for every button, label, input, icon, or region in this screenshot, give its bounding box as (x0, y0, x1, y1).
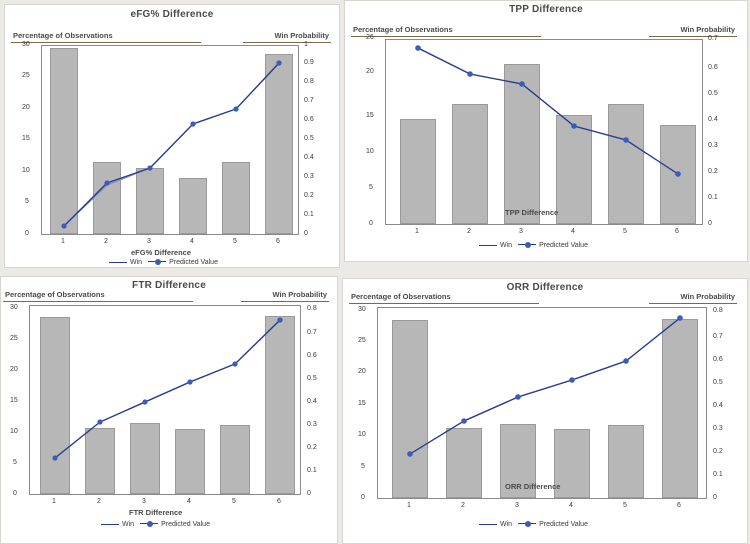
left-axis-underline (349, 303, 539, 304)
y-tick-label: 10 (366, 148, 374, 155)
legend-item-predicted (140, 520, 210, 528)
legend-item-win (109, 259, 142, 266)
y-tick-label: 5 (369, 184, 373, 191)
y-tick-label: 30 (358, 306, 366, 313)
y-tick-label: 26 (366, 34, 374, 41)
y2-tick-label: 0.1 (307, 467, 317, 474)
line-series-overlay (378, 308, 708, 500)
x-tick-label: 1 (52, 498, 56, 505)
y-tick-label: 0 (13, 490, 17, 497)
y2-tick-label: 0.4 (713, 402, 723, 409)
y2-tick-label: 0.7 (307, 329, 317, 336)
x-tick-label: 5 (623, 502, 627, 509)
y2-tick-label: 0.1 (713, 471, 723, 478)
y-tick-label: 30 (22, 41, 30, 48)
right-axis-underline (649, 303, 737, 304)
x-tick-label: 1 (61, 238, 65, 245)
y2-tick-label: 0.1 (304, 211, 314, 218)
y2-tick-label: 0.4 (307, 398, 317, 405)
y-tick-label: 5 (361, 463, 365, 470)
y-tick-label: 15 (22, 135, 30, 142)
left-axis-underline (11, 42, 201, 43)
y2-tick-label: 0.8 (304, 78, 314, 85)
x-tick-label: 2 (104, 238, 108, 245)
y2-tick-label: 0.3 (307, 421, 317, 428)
legend-label: Win (130, 258, 143, 266)
y2-tick-label: 0.6 (713, 356, 723, 363)
y2-tick-label: 0.7 (713, 333, 723, 340)
y-tick-label: 5 (13, 459, 17, 466)
chart-panel-ftr (0, 276, 338, 544)
legend-item-predicted (148, 258, 218, 266)
x-axis-title: TPP Difference (505, 208, 559, 217)
right-axis-underline (243, 42, 331, 43)
x-tick-label: 3 (515, 502, 519, 509)
x-tick-label: 3 (142, 498, 146, 505)
legend-label: Predicted Value (539, 520, 588, 528)
y2-tick-label: 0.8 (713, 307, 723, 314)
legend-item-predicted (518, 241, 588, 249)
y-tick-label: 20 (366, 68, 374, 75)
line-swatch-icon (479, 245, 497, 246)
left-axis-label: Percentage of Observations (353, 25, 453, 34)
plot-area (29, 305, 301, 495)
right-axis-label: Win Probability (274, 31, 329, 40)
y2-tick-label: 0.5 (304, 135, 314, 142)
y-tick-label: 20 (358, 368, 366, 375)
x-tick-label: 5 (623, 228, 627, 235)
chart-title: eFG% Difference (130, 9, 214, 20)
y2-tick-label: 0.5 (713, 379, 723, 386)
y-tick-label: 20 (22, 104, 30, 111)
right-axis-underline (241, 301, 329, 302)
y2-tick-label: 0.6 (307, 352, 317, 359)
x-tick-label: 3 (147, 238, 151, 245)
y-tick-label: 0 (361, 494, 365, 501)
left-axis-underline (351, 36, 541, 37)
y2-tick-label: 0.8 (307, 305, 317, 312)
left-axis-label: Percentage of Observations (13, 31, 113, 40)
left-axis-label: Percentage of Observations (351, 292, 451, 301)
left-axis-underline (3, 301, 193, 302)
y-tick-label: 0 (369, 220, 373, 227)
plot-area (41, 45, 299, 235)
chart-panel-tpp (344, 0, 748, 262)
legend-label: Win (500, 241, 513, 249)
left-axis-label: Percentage of Observations (5, 290, 105, 299)
legend-item-predicted (518, 520, 588, 528)
legend-item-win (101, 521, 134, 528)
x-tick-label: 4 (187, 498, 191, 505)
x-tick-label: 6 (675, 228, 679, 235)
x-tick-label: 4 (569, 502, 573, 509)
x-tick-label: 6 (276, 238, 280, 245)
y2-tick-label: 0.2 (307, 444, 317, 451)
line-series-overlay (42, 46, 300, 236)
x-tick-label: 2 (97, 498, 101, 505)
legend-label: Predicted Value (539, 241, 588, 249)
plot-area (385, 39, 703, 225)
y2-tick-label: 0.2 (708, 168, 718, 175)
line-swatch-icon (479, 524, 497, 525)
x-axis-title: ORR Difference (505, 482, 561, 491)
x-tick-label: 2 (461, 502, 465, 509)
marker-line-swatch-icon (518, 520, 536, 528)
legend-label: Predicted Value (169, 258, 218, 266)
chart-title: TPP Difference (509, 4, 583, 15)
y2-tick-label: 0.6 (304, 116, 314, 123)
x-tick-label: 6 (277, 498, 281, 505)
right-axis-label: Win Probability (680, 292, 735, 301)
x-tick-label: 2 (467, 228, 471, 235)
y-tick-label: 0 (25, 230, 29, 237)
legend-item-win (479, 242, 512, 249)
chart-title: ORR Difference (506, 282, 584, 293)
plot-area (377, 307, 707, 499)
line-swatch-icon (109, 262, 127, 263)
x-tick-label: 3 (519, 228, 523, 235)
y-tick-label: 25 (22, 72, 30, 79)
right-axis-label: Win Probability (680, 25, 735, 34)
y-tick-label: 15 (366, 112, 374, 119)
y2-tick-label: 0.7 (708, 35, 718, 42)
legend (479, 520, 588, 528)
y-tick-label: 20 (10, 366, 18, 373)
legend (101, 520, 210, 528)
x-tick-label: 4 (190, 238, 194, 245)
legend (479, 241, 588, 249)
x-tick-label: 1 (415, 228, 419, 235)
chart-panel-orr (342, 278, 748, 544)
x-tick-label: 6 (677, 502, 681, 509)
y-tick-label: 25 (358, 337, 366, 344)
right-axis-underline (649, 36, 737, 37)
right-axis-label: Win Probability (272, 290, 327, 299)
line-series-overlay (386, 40, 704, 226)
y2-tick-label: 0 (307, 490, 311, 497)
y2-tick-label: 1 (304, 41, 308, 48)
y2-tick-label: 0.6 (708, 64, 718, 71)
y-tick-label: 25 (10, 335, 18, 342)
y2-tick-label: 0 (713, 494, 717, 501)
x-tick-label: 4 (571, 228, 575, 235)
y2-tick-label: 0.3 (708, 142, 718, 149)
y-tick-label: 30 (10, 304, 18, 311)
y2-tick-label: 0.4 (304, 154, 314, 161)
legend-label: Win (500, 520, 513, 528)
x-tick-label: 5 (233, 238, 237, 245)
y-tick-label: 10 (10, 428, 18, 435)
y-tick-label: 5 (25, 198, 29, 205)
y2-tick-label: 0.4 (708, 116, 718, 123)
x-tick-label: 1 (407, 502, 411, 509)
line-series-overlay (30, 306, 302, 496)
chart-panel-efg (4, 4, 340, 268)
y2-tick-label: 0.3 (304, 173, 314, 180)
y2-tick-label: 0 (304, 230, 308, 237)
marker-line-swatch-icon (518, 241, 536, 249)
chart-title: FTR Difference (132, 280, 206, 291)
y2-tick-label: 0.5 (708, 90, 718, 97)
y2-tick-label: 0 (708, 220, 712, 227)
x-tick-label: 5 (232, 498, 236, 505)
y2-tick-label: 0.9 (304, 59, 314, 66)
x-axis-title: eFG% Difference (131, 248, 192, 257)
legend-label: Win (122, 520, 135, 528)
y2-tick-label: 0.3 (713, 425, 723, 432)
x-axis-title: FTR Difference (129, 508, 183, 517)
legend-label: Predicted Value (161, 520, 210, 528)
y2-tick-label: 0.2 (713, 448, 723, 455)
legend (109, 258, 218, 266)
y2-tick-label: 0.1 (708, 194, 718, 201)
y-tick-label: 10 (358, 431, 366, 438)
marker-line-swatch-icon (140, 520, 158, 528)
line-swatch-icon (101, 524, 119, 525)
marker-line-swatch-icon (148, 258, 166, 266)
y2-tick-label: 0.2 (304, 192, 314, 199)
y-tick-label: 15 (10, 397, 18, 404)
y-tick-label: 10 (22, 167, 30, 174)
legend-item-win (479, 521, 512, 528)
y2-tick-label: 0.7 (304, 97, 314, 104)
y2-tick-label: 0.5 (307, 375, 317, 382)
y-tick-label: 15 (358, 400, 366, 407)
